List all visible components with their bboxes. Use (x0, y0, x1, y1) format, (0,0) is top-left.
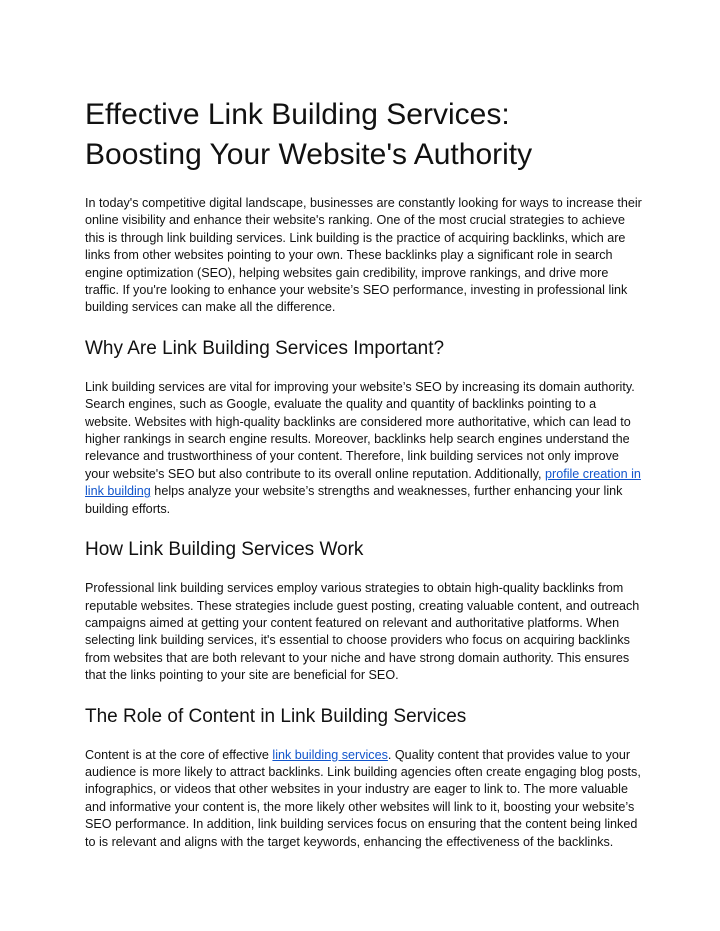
page-title (85, 95, 645, 175)
paragraph-text: Link building services are vital for improving your website’s SEO by increasing its domain authority. Search engines, such as Google, evaluate the quality and quantity of backlinks pointing to a website. Websites with high-quality backlinks are considered more authoritative, which can lead to higher rankings in search engine results. Moreover, backlinks help search engines understand the relevance and trustworthiness of your content. Therefore, link building services not only improve your website's SEO but also contribute to its overall online reputation. Additionally, (85, 379, 635, 481)
paragraph-text: Content is at the core of effective (85, 747, 273, 762)
paragraph-text: helps analyze your website’s strengths and weaknesses, further enhancing your link building efforts. (85, 484, 623, 516)
document-body (85, 95, 645, 871)
section-paragraph-content-role (85, 747, 645, 851)
page-title-line2: Boosting Your Website's Authority (85, 138, 533, 171)
section-paragraph-how-it-works: Professional link building services employ various strategies to obtain high-quality backlinks from reputable websites. These strategies include guest posting, creating valuable content, and outreach campaigns aimed at getting your content featured on relevant and authoritative platforms. When selecting link building services, it's essential to choose providers who focus on acquiring backlinks from websites that are both relevant to your niche and have strong domain authority. This ensures that the links pointing to your site are beneficial for SEO. (85, 581, 640, 683)
section-heading-how-it-works: How Link Building Services Work (85, 539, 364, 561)
section-heading-importance: Why Are Link Building Services Important? (85, 337, 445, 359)
page-title-line1: Effective Link Building Services: (85, 98, 510, 131)
paragraph-text: . Quality content that provides value to your audience is more likely to attract backlinks. Link building agencies often create engaging blog posts, infographics, or videos that other websites in your industry are eager to link to. The more valuable and informative your content is, the more likely other websites will link to it, boosting your website’s SEO performance. In addition, link building services focus on ensuring that the content being linked to is relevant and aligns with the target keywords, enhancing the effectiveness of the backlinks. (85, 747, 641, 849)
section-paragraph-importance (85, 379, 645, 518)
link-building-services-link[interactable]: link building services (272, 747, 388, 762)
intro-paragraph: In today's competitive digital landscape, businesses are constantly looking for ways to increase their online visibility and enhance their website's ranking. One of the most crucial strategies to achieve this is through link building services. Link building is the practice of acquiring backlinks, which are links from other websites pointing to your own. These backlinks play a significant role in search engine optimization (SEO), helping websites gain credibility, improve rankings, and drive more traffic. If you're looking to enhance your website’s SEO performance, investing in professional link building services can make all the difference. (85, 196, 642, 315)
profile-creation-link[interactable]: profile creation in link building (85, 466, 641, 499)
section-heading-content-role: The Role of Content in Link Building Services (85, 705, 467, 727)
